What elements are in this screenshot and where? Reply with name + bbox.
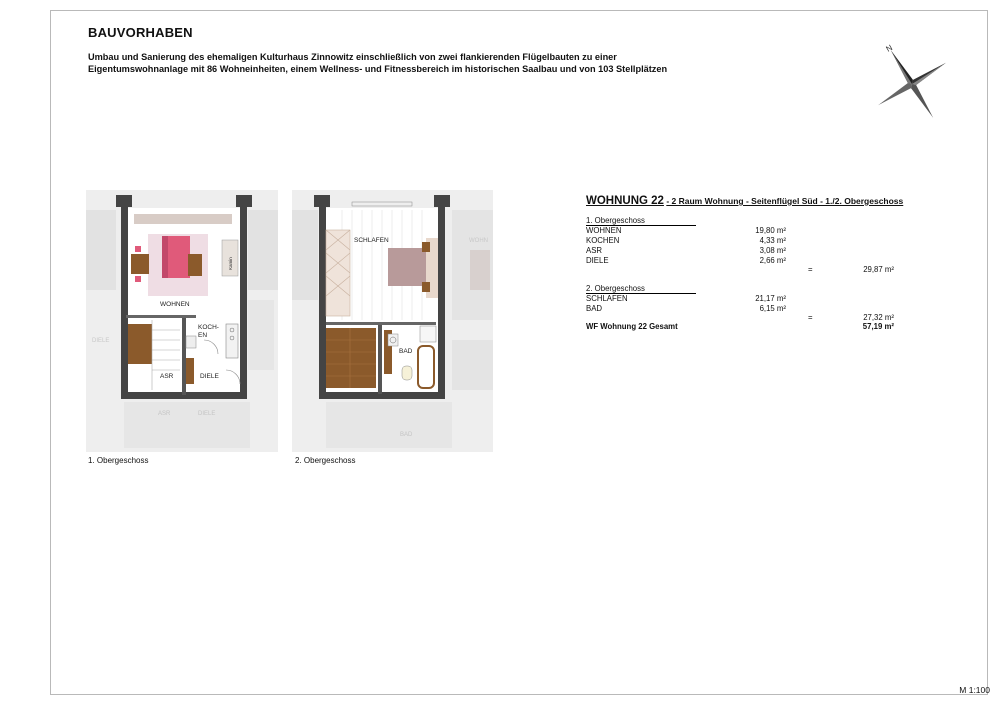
- grand-total-row: WF Wohnung 22 Gesamt 57,19 m²: [586, 322, 894, 331]
- project-description: [88, 52, 748, 75]
- ghost-diele-label: DIELE: [92, 338, 110, 344]
- ghost-diele-below-label: DIELE: [198, 411, 216, 417]
- room-label-asr: ASR: [160, 373, 174, 380]
- ghost-asr-label: ASR: [158, 411, 171, 417]
- area-row: BAD 6,15 m²: [586, 304, 786, 313]
- section1-total: 29,87 m²: [863, 265, 894, 274]
- room-label-schlafen: SCHLAFEN: [354, 237, 389, 244]
- floor-plan-2-caption: 2. Obergeschoss: [295, 456, 356, 465]
- area-row: ASR 3,08 m²: [586, 246, 786, 255]
- page-title: BAUVORHABEN: [88, 25, 193, 40]
- section2-total: 27,32 m²: [863, 313, 894, 322]
- area-row: WOHNEN 19,80 m²: [586, 226, 786, 235]
- room-label-bad: BAD: [399, 348, 413, 355]
- apartment-heading: [586, 195, 906, 207]
- room-label-wohnen: WOHNEN: [160, 301, 190, 308]
- kamin-label: Kamin: [228, 257, 233, 270]
- grand-total-value: 57,19 m²: [862, 322, 894, 331]
- ghost-bad-label: BAD: [400, 432, 413, 438]
- area-row: DIELE 2,66 m²: [586, 256, 786, 265]
- area-row: KOCHEN 4,33 m²: [586, 236, 786, 245]
- compass-north-label: N: [884, 43, 895, 54]
- floor-plan-1-caption: 1. Obergeschoss: [88, 456, 149, 465]
- section2-total-row: = 27,32 m²: [808, 313, 894, 322]
- floor-plan-2: [292, 190, 493, 452]
- description-line-1: Umbau und Sanierung des ehemaligen Kulturhaus Zinnowitz einschließlich von zwei flankierenden Flügelbauten zu einer: [88, 52, 617, 62]
- room-label-diele: DIELE: [200, 373, 219, 380]
- apartment-title: WOHNUNG 22: [586, 195, 664, 207]
- scale-label: M 1:100: [959, 685, 990, 695]
- compass-rose: [862, 38, 962, 133]
- section2-heading: 2. Obergeschoss: [586, 284, 696, 294]
- room-label-kochen-line1: KOCH-: [198, 324, 219, 331]
- apartment-subtitle: - 2 Raum Wohnung - Seitenflügel Süd - 1./2. Obergeschoss: [666, 196, 904, 206]
- area-row: SCHLAFEN 21,17 m²: [586, 294, 786, 303]
- section1-total-row: = 29,87 m²: [808, 265, 894, 274]
- ghost-wohn-label: WOHN: [469, 238, 488, 244]
- description-line-2: Eigentumswohnanlage mit 86 Wohneinheiten, einem Wellness- und Fitnessbereich im historischen Saalbau und von 103 Stellplätzen: [88, 63, 668, 74]
- room-label-kochen-line2: EN: [198, 332, 208, 339]
- section1-heading: 1. Obergeschoss: [586, 216, 696, 226]
- floor-plan-1: [86, 190, 278, 452]
